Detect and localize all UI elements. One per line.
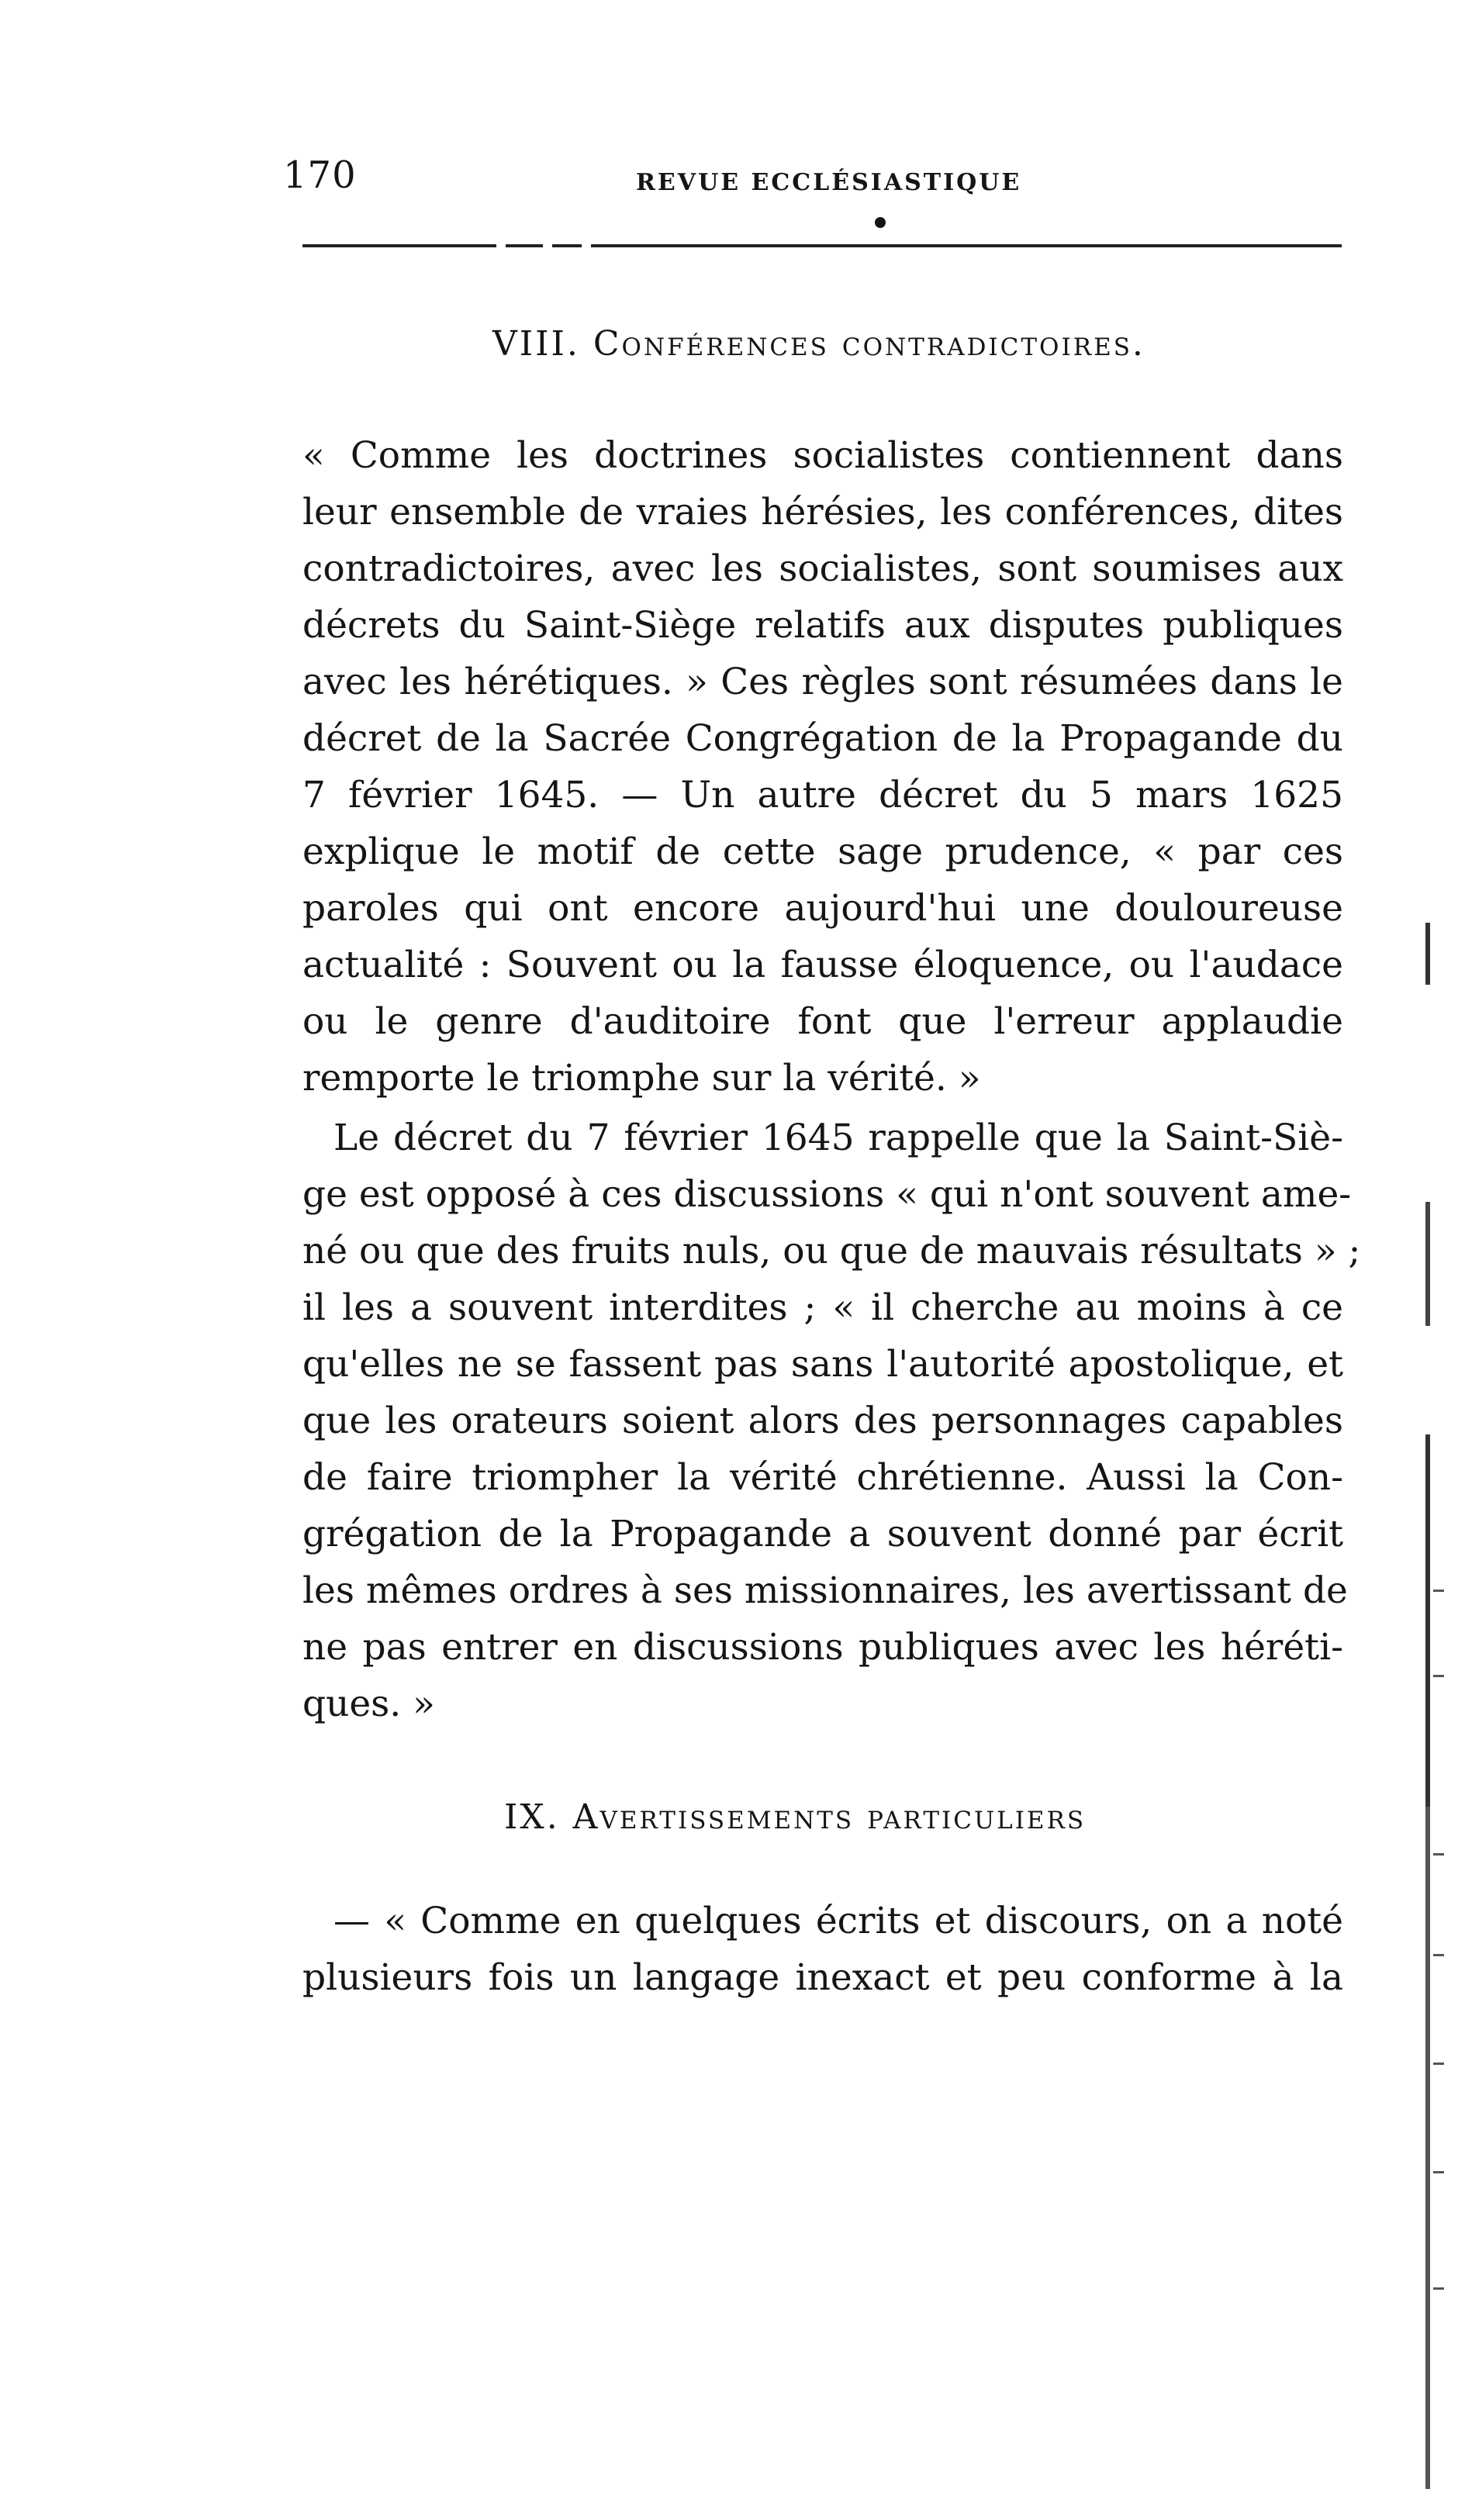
scan-edge-artifact xyxy=(1425,892,1430,2489)
text-line: avec les hérétiques. » Ces règles sont résumées dans le xyxy=(302,661,1343,703)
text-line: ou le genre d'auditoire font que l'erreur applaudie xyxy=(302,1000,1343,1043)
text-line: décret de la Sacrée Congrégation de la Propagande du xyxy=(302,717,1343,760)
scan-edge-artifact xyxy=(1433,2063,1444,2065)
text-line: il les a souvent interdites ; « il cherche au moins à ce xyxy=(302,1286,1343,1329)
text-line: leur ensemble de vraies hérésies, les conférences, dites xyxy=(302,491,1343,533)
text-line: explique le motif de cette sage prudence, « par ces xyxy=(302,830,1343,873)
text-line: remporte le triomphe sur la vérité. » xyxy=(302,1057,981,1099)
text-line: grégation de la Propagande a souvent donné par écrit xyxy=(302,1513,1343,1555)
running-title: REVUE ECCLÉSIASTIQUE xyxy=(636,169,1022,196)
text-line: « Comme les doctrines socialistes contiennent dans xyxy=(302,434,1343,477)
text-line: de faire triompher la vérité chrétienne. Aussi la Con- xyxy=(302,1456,1343,1499)
scan-edge-artifact xyxy=(1433,1954,1444,1956)
text-line: Le décret du 7 février 1645 rappelle que la Saint-Siè- xyxy=(333,1117,1343,1159)
text-line: que les orateurs soient alors des personnages capables xyxy=(302,1400,1343,1442)
section-heading-ix: IX. Avertissements particuliers xyxy=(504,1797,1087,1837)
scan-edge-artifact xyxy=(1433,1590,1444,1592)
text-line: les mêmes ordres à ses missionnaires, les avertissant de xyxy=(302,1569,1348,1612)
text-line: contradictoires, avec les socialistes, sont soumises aux xyxy=(302,547,1343,590)
text-line: actualité : Souvent ou la fausse éloquence, ou l'audace xyxy=(302,944,1343,986)
text-line: décrets du Saint-Siège relatifs aux disputes publiques xyxy=(302,604,1343,647)
text-line: ne pas entrer en discussions publiques avec les héréti- xyxy=(302,1626,1343,1669)
scan-edge-artifact xyxy=(1433,1853,1444,1855)
header-rule xyxy=(302,244,1342,247)
text-line: — « Comme en quelques écrits et discours, on a noté xyxy=(333,1900,1343,1942)
text-line: plusieurs fois un langage inexact et peu conforme à la xyxy=(302,1956,1343,1999)
page-number: 170 xyxy=(283,154,357,197)
scan-edge-artifact xyxy=(1433,2171,1444,2173)
scan-edge-artifact xyxy=(1433,1675,1444,1677)
header-ornament-dot xyxy=(875,217,886,228)
text-line: ques. » xyxy=(302,1683,435,1725)
text-line: né ou que des fruits nuls, ou que de mauvais résultats » ; xyxy=(302,1230,1361,1272)
text-line: qu'elles ne se fassent pas sans l'autorité apostolique, et xyxy=(302,1343,1343,1386)
scan-edge-artifact xyxy=(1433,2287,1444,2290)
text-line: ge est opposé à ces discussions « qui n'ont souvent ame- xyxy=(302,1173,1352,1216)
text-line: 7 février 1645. — Un autre décret du 5 mars 1625 xyxy=(302,774,1343,816)
section-heading-viii: VIII. Conférences contradictoires. xyxy=(492,324,1145,364)
text-line: paroles qui ont encore aujourd'hui une douloureuse xyxy=(302,887,1343,930)
